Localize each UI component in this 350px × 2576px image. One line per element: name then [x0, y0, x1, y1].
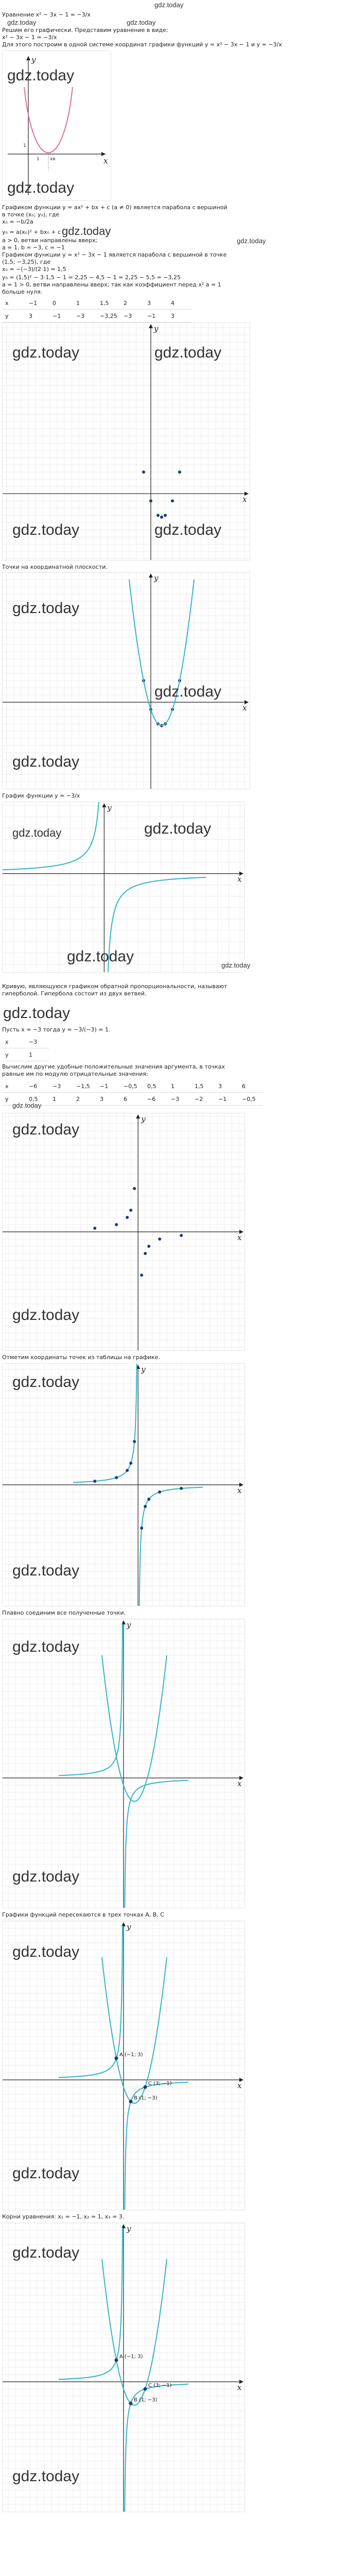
x-axis-label: x: [237, 1486, 242, 1495]
y-tick: 1: [23, 143, 26, 148]
watermark: gdz.today: [12, 2244, 80, 2261]
table-row: x −6 −3 −1,5 −1 −0,5 0,5 1 1,5 3 6: [2, 1080, 262, 1093]
x-axis-label: x: [237, 2081, 242, 2090]
s1-l3: x₀ = −b/2a: [2, 218, 33, 225]
x-axis-label: x: [242, 495, 247, 504]
hyperbola-point: [126, 1216, 129, 1219]
hyperbola-point: [129, 1462, 132, 1465]
watermark: gdz.today: [12, 1101, 42, 1109]
s2-l2: Кривую, являющуюся графиком обратной пропорциональности, называют: [2, 983, 227, 990]
hyperbola-point: [147, 1498, 150, 1501]
parabola-point: [149, 499, 152, 502]
hyperbola-point: [140, 1274, 143, 1277]
watermark: gdz.today: [12, 344, 80, 361]
hyperbola-point: [144, 1252, 147, 1255]
table-row: y 1: [2, 1048, 49, 1061]
hyperbola-point: [180, 1234, 183, 1237]
x-axis-label: x: [237, 2383, 242, 2392]
parabola-point: [160, 516, 163, 519]
hyperbola-branch-left: [73, 1364, 137, 1482]
watermark: gdz.today: [12, 1307, 80, 1324]
y-axis-label: y: [127, 2224, 131, 2233]
watermark: gdz.today: [237, 237, 266, 245]
hyperbola-point: [115, 1476, 118, 1479]
watermark: gdz.today: [12, 1562, 80, 1579]
s2-l3: гиперболой. Гипербола состоит из двух ветвей.: [2, 990, 147, 997]
s1-l6: a = 1, b = −3, c = −1: [2, 244, 65, 251]
header-watermark: gdz.today: [154, 1, 184, 9]
table-small: [2, 1036, 49, 1061]
s1-l11: a = 1 > 0, ветви направлены вверх; так как коэффициент перед x² a = 1: [2, 281, 221, 288]
table-parabola-values: [2, 297, 191, 323]
intersection-label: B (1; −3): [134, 2095, 157, 2101]
x-axis-label: x: [237, 1779, 242, 1788]
x-axis-label: x: [103, 156, 108, 165]
intersection-label: A (−1; 3): [119, 2052, 143, 2058]
intersection-point: [115, 2359, 118, 2362]
intersection-label: C (3; −1): [148, 2081, 172, 2087]
caption-4: Графики функций пересекаются в трех точках A, B, C: [2, 1911, 164, 1918]
s2-l1: График функции y = −3/x: [2, 792, 80, 799]
y-axis-label: y: [31, 55, 36, 64]
table-row: x −3: [2, 1036, 49, 1048]
hyperbola-point: [147, 1245, 150, 1248]
watermark: gdz.today: [154, 344, 222, 361]
x-tick: 1: [37, 157, 40, 162]
hyperbola-point: [129, 1209, 132, 1212]
intersection-point: [144, 2387, 147, 2391]
s1-l10: y₀ = (1,5)² − 3·1,5 − 1 = 2,25 − 4,5 − 1 = 2,25 − 5,5 = −3,25: [2, 274, 181, 281]
watermark: gdz.today: [144, 820, 212, 837]
watermark: gdz.today: [127, 19, 156, 26]
y-axis-label: y: [141, 1365, 146, 1374]
hyperbola-point: [140, 1527, 143, 1530]
x-axis-label: x: [242, 703, 247, 713]
watermark: gdz.today: [154, 521, 222, 538]
parabola-curve: [102, 1655, 167, 1802]
watermark: gdz.today: [12, 1121, 80, 1138]
table-row: y 3 −1 −3 −3,25 −3 −1 3: [2, 310, 191, 323]
intersection-label: C (3; −1): [148, 2383, 172, 2388]
s1-l4: y₀ = a(x₀)² + bx₀ + c: [2, 229, 61, 235]
y-axis-label: y: [154, 324, 159, 333]
intersection-point: [115, 2057, 118, 2060]
watermark: gdz.today: [3, 1005, 71, 1022]
hyperbola-point: [126, 1469, 129, 1472]
caption-2: Отметим координаты точек из таблицы на графике.: [2, 1354, 161, 1361]
caption-1: Точки на координатной плоскости.: [2, 564, 108, 570]
y-axis-label: y: [127, 1620, 131, 1630]
intro-eq4: Для этого построим в одной системе координат графики функций y = x² − 3x − 1 и y = −3/x: [2, 41, 282, 48]
intersection-point: [129, 2100, 133, 2104]
caption-3: Плавно соединим все полученные точки.: [2, 1609, 126, 1616]
intersection-point: [129, 2402, 133, 2405]
s2-l4: Пусть x = −3 тогда y = −3/(−3) = 1.: [2, 1026, 111, 1033]
parabola-point: [171, 499, 174, 502]
watermark: gdz.today: [12, 1638, 80, 1655]
s1-l5: a > 0, ветви направлены вверх;: [2, 237, 98, 244]
vertex-x-label: xв: [50, 157, 56, 162]
hyperbola-point: [93, 1227, 96, 1230]
parabola-curve: [129, 580, 194, 726]
intersection-point: [144, 2086, 147, 2089]
s2-l5: Вычислим другие удобные положительные значения аргумента, в точках: [2, 1063, 225, 1070]
watermark: gdz.today: [12, 1374, 80, 1391]
intro-eq3: x² − 3x − 1 = −3/x: [2, 34, 57, 41]
table-row: y 0,5 1 2 3 6 −6 −3 −2 −1 −0,5: [2, 1093, 262, 1106]
x-axis-label: x: [237, 1233, 242, 1242]
watermark: gdz.today: [12, 1868, 80, 1885]
watermark: gdz.today: [7, 179, 75, 196]
hyperbola-point: [133, 1187, 136, 1190]
caption-5: Корни уравнения: x₁ = −1, x₂ = 1, x₃ = 3.: [2, 2213, 125, 2220]
hyperbola-branch-right: [139, 1487, 203, 1606]
hyperbola-point: [158, 1490, 161, 1494]
graph-both-functions: [2, 1619, 245, 1908]
parabola-point: [156, 514, 160, 517]
hyperbola-point: [180, 1487, 183, 1490]
hyperbola-point: [115, 1223, 118, 1226]
watermark: gdz.today: [221, 961, 251, 969]
intersection-label: B (1; −3): [134, 2397, 157, 2403]
parabola-point: [178, 470, 181, 473]
hyperbola-point: [144, 1505, 147, 1508]
parabola-point: [164, 514, 167, 517]
watermark: gdz.today: [12, 826, 62, 839]
watermark: gdz.today: [62, 225, 111, 238]
y-axis-label: y: [127, 1922, 131, 1931]
intro-eq2: Решим его графически. Представим уравнение в виде:: [2, 27, 168, 33]
s1-l1: Графиком функции y = ax² + bx + c (a ≠ 0) является парабола с вершиной: [2, 204, 227, 211]
y-axis-label: y: [107, 803, 112, 812]
x-axis-label: x: [237, 874, 242, 884]
watermark: gdz.today: [12, 600, 80, 617]
s1-l2: в точке (x₀; y₀), где: [2, 211, 60, 218]
hyperbola-point: [93, 1480, 96, 1483]
intro-eq1: Уравнение x² − 3x − 1 = −3/x: [2, 11, 91, 18]
y-axis-label: y: [141, 1114, 146, 1124]
parabola-point: [142, 470, 145, 473]
s2-l6: равные им по модулю отрицательные значения:: [2, 1071, 148, 1077]
watermark: gdz.today: [154, 683, 222, 700]
watermark: gdz.today: [12, 2165, 80, 2182]
watermark: gdz.today: [12, 753, 80, 770]
s1-l7: Графиком функции y = x² − 3x − 1 является парабола с вершиной в точке: [2, 251, 227, 258]
watermark: gdz.today: [67, 948, 134, 965]
hyperbola-point: [158, 1238, 161, 1241]
watermark: gdz.today: [7, 19, 37, 26]
intersection-label: A (−1; 3): [119, 2354, 143, 2360]
s1-l12: больше нуля.: [2, 289, 43, 295]
y-axis-label: y: [154, 573, 159, 583]
watermark: gdz.today: [12, 521, 80, 538]
watermark: gdz.today: [7, 67, 75, 84]
s1-l9: x₀ = −(−3)/(2·1) = 1,5: [2, 266, 66, 273]
s1-l8: (1,5; −3,25), где: [2, 259, 51, 265]
table-row: x −1 0 1 1,5 2 3 4: [2, 297, 191, 310]
watermark: gdz.today: [12, 1943, 80, 1960]
watermark: gdz.today: [12, 2468, 80, 2485]
hyperbola-point: [133, 1440, 136, 1443]
